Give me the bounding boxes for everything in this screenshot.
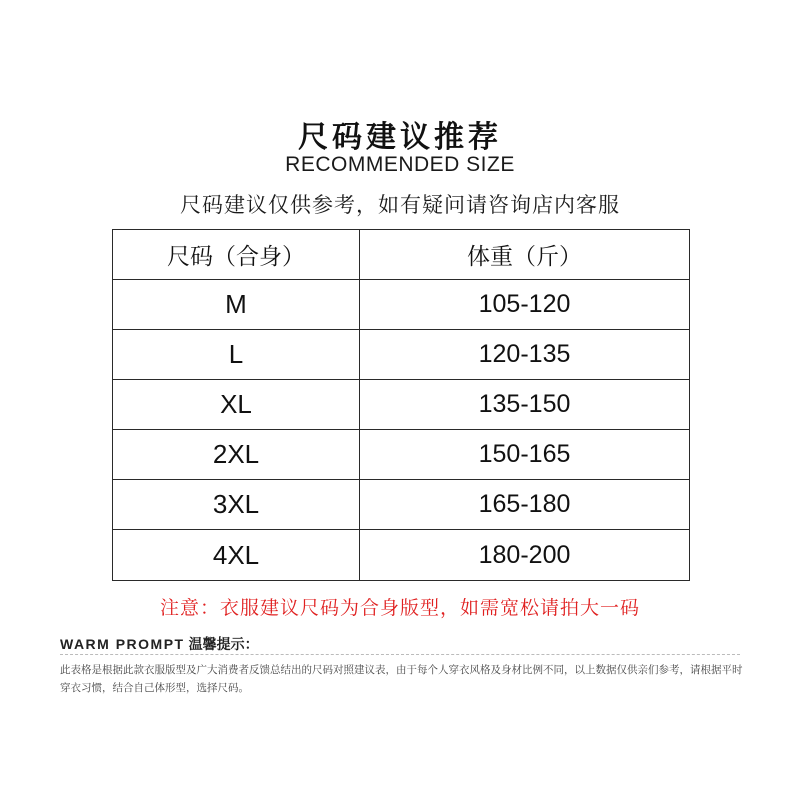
weight-value: 180-200 (478, 540, 571, 569)
warm-prompt-heading (60, 634, 259, 654)
table-cell-size (113, 480, 360, 530)
weight-value: 120-135 (478, 340, 571, 368)
warm-prompt-title-cn: 温馨提示： (188, 637, 259, 653)
page-title: 尺码建议推荐 (298, 120, 502, 155)
table-cell-size (113, 380, 360, 430)
table-cell-size (113, 280, 360, 330)
fit-warning: 注意：衣服建议尺码为合身版型，如需宽松请拍大一码 (159, 597, 640, 619)
size-value: 3XL (212, 489, 260, 519)
size-value: L (228, 339, 244, 369)
warm-prompt-body: 此表格是根据此款衣服版型及广大消费者反馈总结出的尺码对照建议表，由于每个人穿衣风格及身材比例不同，以上数据仅供亲们参考，请根据平时穿衣习惯，结合自己体形型，选择尺码。 (60, 664, 743, 694)
page-subtitle: RECOMMENDED SIZE (285, 153, 515, 176)
size-value: 2XL (212, 439, 260, 469)
weight-value: 150-165 (478, 440, 571, 468)
size-chart-table (112, 229, 690, 581)
weight-value: 165-180 (478, 490, 571, 518)
table-cell-weight (360, 280, 689, 330)
table-cell-weight (360, 430, 689, 480)
table-cell-size (113, 430, 360, 480)
size-value: M (225, 289, 247, 319)
warm-prompt-title-en: WARM PROMPT (60, 636, 185, 652)
table-cell-size (113, 330, 360, 380)
divider (60, 654, 740, 655)
table-cell-size (113, 530, 360, 580)
size-value: 4XL (212, 539, 260, 570)
table-cell-weight (360, 530, 689, 580)
size-value: XL (220, 389, 252, 419)
table-header-size: 尺码（合身） (113, 230, 360, 280)
table-cell-weight (360, 480, 689, 530)
reference-note: 尺码建议仅供参考，如有疑问请咨询店内客服 (180, 193, 620, 217)
table-header-weight: 体重（斤） (360, 230, 689, 280)
table-cell-weight (360, 330, 689, 380)
table-cell-weight (360, 380, 689, 430)
weight-value: 105-120 (478, 290, 571, 318)
weight-value: 135-150 (478, 390, 571, 418)
